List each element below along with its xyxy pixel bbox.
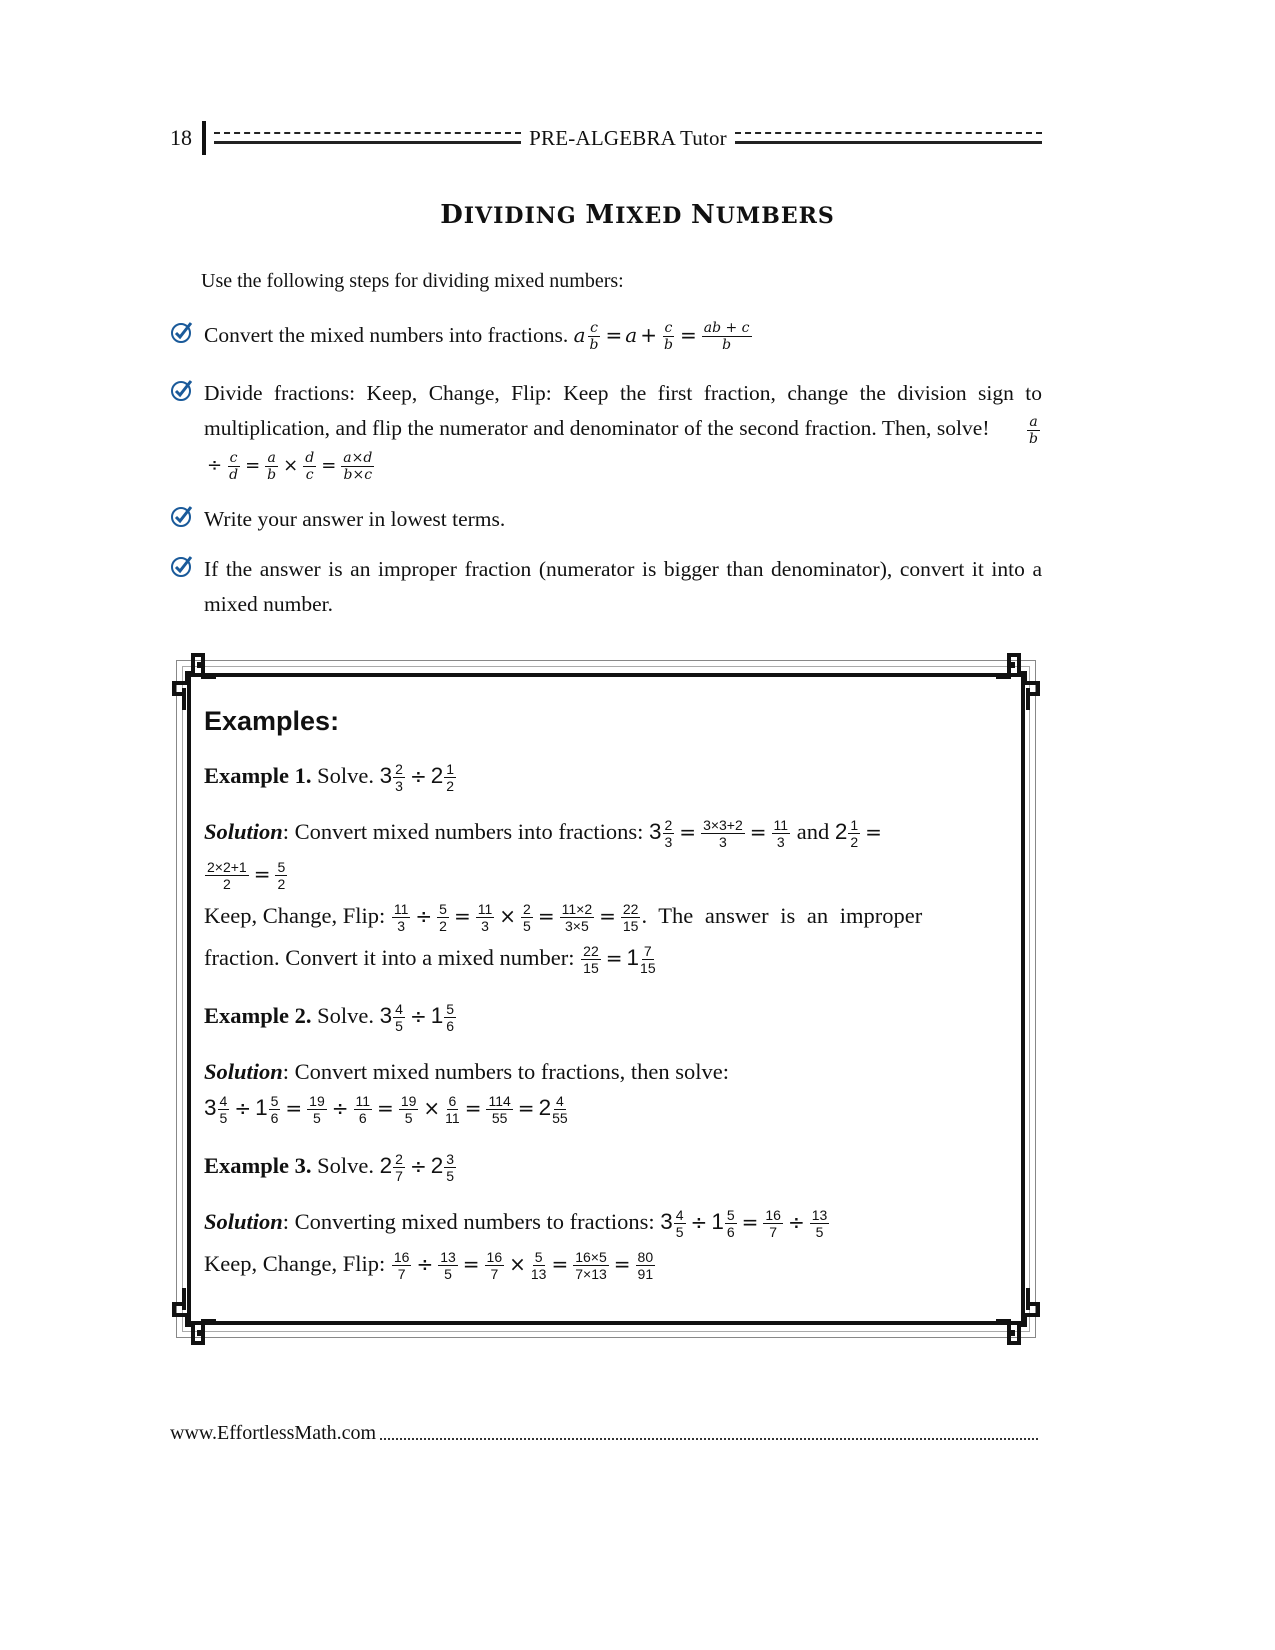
- footer-dotted-rule: [380, 1438, 1038, 1440]
- example-2-work: 3 $\frac{4}{5}$ ÷ 1 $\frac{5}{6}$ = $\frac{19}{5}$ ÷ $\frac{11}{6}$ = $\frac{19}{5}$ × $\frac{6}{11}$ = $\frac{114}{55}$ = 2 $\frac{4}{55}$: [204, 1093, 568, 1127]
- check-circle-icon: [170, 378, 194, 402]
- book-title: PRE-ALGEBRA Tutor: [529, 125, 727, 150]
- step-text: Write your answer in lowest terms.: [204, 507, 506, 531]
- examples-heading: Examples:: [204, 706, 340, 736]
- header-rule-left: [214, 132, 521, 144]
- step-3: [170, 502, 1042, 537]
- example-1-solution: Solution: Convert mixed numbers into fractions: 3 $\frac{2}{3}$ = $\frac{3\times 3+2}{3}$ = $\frac{11}{3}$ and 2 $\frac{1}{2}$ =: [204, 817, 882, 851]
- corner-ornament-icon: [996, 650, 1046, 710]
- step-text: Convert the mixed numbers into fractions.: [204, 323, 569, 347]
- page-header: [170, 118, 1042, 158]
- page-footer: [170, 1422, 1038, 1445]
- step-2: [170, 376, 1042, 483]
- step-formula: $\frac{a}{b}$ ÷ $\frac{c}{d}$ = $\frac{a}{b}$ × $\frac{d}{c}$ = $\frac{a\times d}{b\times c}$: [207, 413, 1038, 483]
- example-3-prompt: Example 3. Solve. 2 $\frac{2}{7}$ ÷ 2 $\frac{3}{5}$: [204, 1151, 455, 1185]
- header-divider: [202, 121, 206, 155]
- step-4: [170, 552, 1042, 622]
- page-number: 18: [170, 125, 192, 150]
- check-circle-icon: [170, 554, 194, 578]
- header-rule-right: [735, 132, 1042, 144]
- step-formula: a $\frac{c}{b}$ = a + $\frac{c}{b}$ = $\frac{ab + c}{b}$: [573, 320, 750, 353]
- website-link[interactable]: www.EffortlessMath.com: [170, 1422, 377, 1444]
- corner-ornament-icon: [166, 1288, 216, 1348]
- example-2-solution: Solution: Convert mixed numbers to fractions, then solve:: [204, 1059, 729, 1084]
- step-text: Divide fractions: Keep, Change, Flip: Keep the first fraction, change the division sign to multiplication, and flip the numerator and denominator of the second fraction. Then, solve!: [204, 381, 1042, 440]
- corner-ornament-icon: [996, 1288, 1046, 1348]
- example-2-prompt: Example 2. Solve. 3 $\frac{4}{5}$ ÷ 1 $\frac{5}{6}$: [204, 1001, 455, 1035]
- check-circle-icon: [170, 504, 194, 528]
- example-3-solution: Solution: Converting mixed numbers to fractions: 3 $\frac{4}{5}$ ÷ 1 $\frac{5}{6}$ = $\frac{16}{7}$ ÷ $\frac{13}{5}$: [204, 1207, 828, 1241]
- section-title: DIVIDING MIXED NUMBERS: [440, 200, 835, 230]
- intro-text: Use the following steps for dividing mixed numbers:: [201, 270, 624, 292]
- step-1: [170, 318, 1042, 353]
- corner-ornament-icon: [166, 650, 216, 710]
- step-text: If the answer is an improper fraction (numerator is bigger than denominator), convert it into a mixed number.: [204, 557, 1042, 616]
- example-1-mixed-number: fraction. Convert it into a mixed number: $\frac{22}{15}$ = 1 $\frac{7}{15}$: [204, 943, 656, 977]
- example-1-solution-cont: $\frac{2\times 2+1}{2}$ = $\frac{5}{2}$: [207, 859, 286, 893]
- example-1-prompt: Example 1. Solve. 3 $\frac{2}{3}$ ÷ 2 $\frac{1}{2}$: [204, 761, 455, 795]
- check-circle-icon: [170, 320, 194, 344]
- example-3-keep-change-flip: Keep, Change, Flip: $\frac{16}{7}$ ÷ $\frac{13}{5}$ = $\frac{16}{7}$ × $\frac{5}{13}$ = $\frac{16\times 5}{7\times 13}$ = $\frac{80}{91}$: [204, 1249, 654, 1283]
- example-1-keep-change-flip: Keep, Change, Flip: $\frac{11}{3}$ ÷ $\frac{5}{2}$ = $\frac{11}{3}$ × $\frac{2}{5}$ = $\frac{11\times 2}{3\times 5}$ = $\frac{22}{15}$ . The answer is an improper: [204, 901, 923, 935]
